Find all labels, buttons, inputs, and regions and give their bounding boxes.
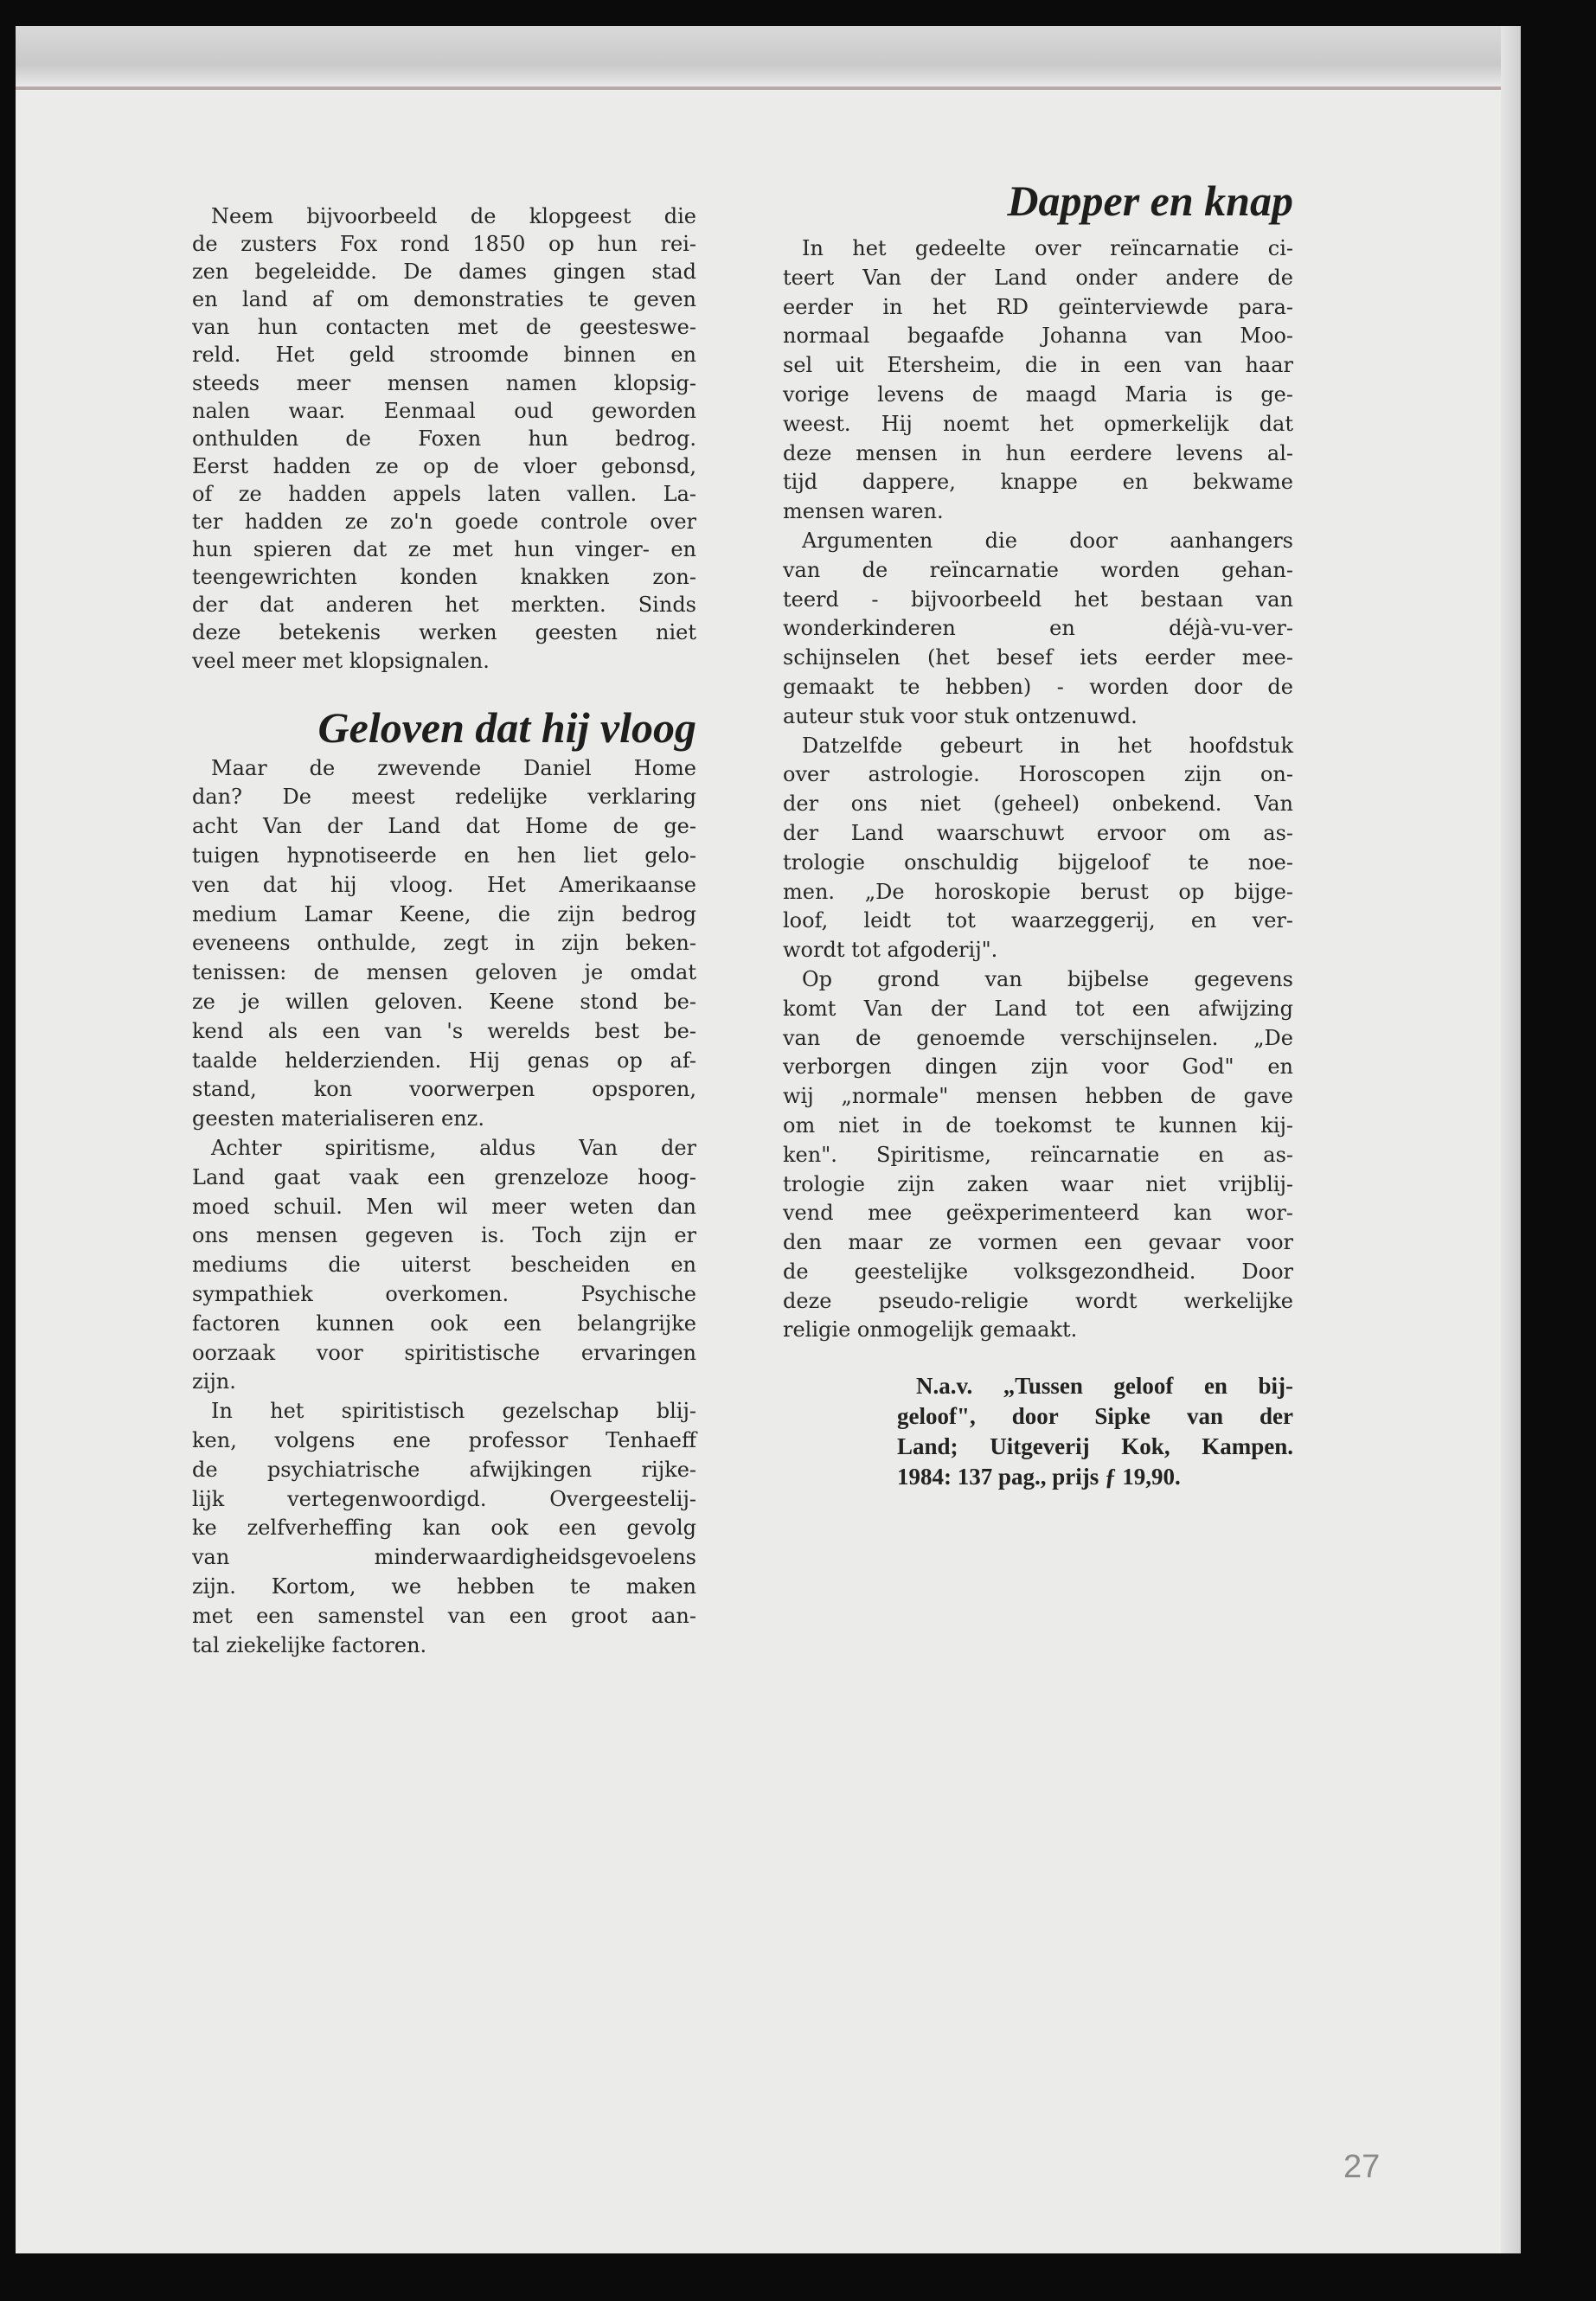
text-line: teerd - bijvoorbeeld het bestaan van (783, 586, 1293, 612)
text-line: 1984: 137 pag., prijs ƒ 19,90. (897, 1464, 1181, 1490)
text-line: deze mensen in hun eerdere levens al- (783, 440, 1293, 465)
text-line: tenissen: de mensen geloven je omdat (192, 960, 696, 985)
text-line: der Land waarschuwt ervoor om as- (783, 820, 1293, 845)
text-line: medium Lamar Keene, die zijn bedrog (192, 901, 696, 926)
text-line: eveneens onthulde, zegt in zijn beken- (192, 931, 696, 956)
text-line: van de genoemde verschijnselen. „De (783, 1025, 1293, 1050)
right-paragraphs (783, 234, 1293, 1345)
section-heading-geloven: Geloven dat hij vloog (317, 702, 696, 752)
text-line: der ons niet (geheel) onbekend. Van (783, 792, 1293, 817)
text-line: met een samenstel van een groot aan- (192, 1603, 696, 1628)
section-heading-dapper: Dapper en knap (1007, 176, 1293, 225)
text-line: stand, kon voorwerpen opsporen, (192, 1077, 696, 1102)
left-paragraph-1 (192, 202, 696, 675)
text-line: mensen waren. (783, 499, 944, 524)
text-line: tijd dappere, knappe en bekwame (783, 470, 1293, 495)
text-line: Neem bijvoorbeeld de klopgeest die (211, 204, 696, 228)
text-line: N.a.v. „Tussen geloof en bij- (916, 1373, 1293, 1399)
text-line: de geestelijke volksgezondheid. Door (783, 1259, 1293, 1284)
text-line: Eerst hadden ze op de vloer gebonsd, (192, 453, 696, 478)
text-line: hun spieren dat ze met hun vinger- en (192, 537, 696, 562)
paragraph (783, 234, 1293, 527)
text-line: tal ziekelijke factoren. (192, 1632, 427, 1657)
text-line: trologie onschuldig bijgeloof te noe- (783, 849, 1293, 875)
text-line: nalen waar. Eenmaal oud geworden (192, 398, 696, 423)
text-line: geloof", door Sipke van der (897, 1403, 1293, 1429)
text-line: religie onmogelijk gemaakt. (783, 1317, 1078, 1343)
text-line: en land af om demonstraties te geven (192, 287, 696, 312)
text-line: wordt tot afgoderij". (783, 938, 998, 963)
text-line: ken". Spiritisme, reïncarnatie en as- (783, 1142, 1293, 1167)
text-line: ken, volgens ene professor Tenhaeff (192, 1427, 696, 1452)
book-citation (897, 1371, 1293, 1492)
text-line: weest. Hij noemt het opmerkelijk dat (783, 411, 1293, 436)
text-line: reld. Het geld stroomde binnen en (192, 343, 696, 368)
text-line: steeds meer mensen namen klopsig- (192, 370, 696, 395)
paragraph (897, 1371, 1293, 1492)
text-line: of ze hadden appels laten vallen. La- (192, 481, 696, 506)
text-line: taalde helderzienden. Hij genas op af- (192, 1048, 696, 1073)
text-line: veel meer met klopsignalen. (192, 648, 490, 673)
text-line: de zusters Fox rond 1850 op hun rei- (192, 232, 696, 257)
text-line: deze pseudo-religie wordt werkelijke (783, 1288, 1293, 1313)
text-line: moed schuil. Men wil meer weten dan (192, 1194, 696, 1219)
text-line: deze betekenis werken geesten niet (192, 620, 696, 645)
page-top-rule (16, 87, 1521, 90)
text-line: Op grond van bijbelse gegevens (802, 966, 1293, 991)
text-line: lijk vertegenwoordigd. Overgeestelij- (192, 1486, 696, 1511)
text-line: ze je willen geloven. Keene stond be- (192, 989, 696, 1014)
text-line: auteur stuk voor stuk ontzenuwd. (783, 703, 1138, 728)
right-column (783, 174, 1293, 1345)
text-line: Datzelfde gebeurt in het hoofdstuk (802, 733, 1293, 758)
text-line: ke zelfverheffing kan ook een gevolg (192, 1516, 696, 1541)
text-line: vorige levens de maagd Maria is ge- (783, 381, 1293, 407)
text-line: trologie zijn zaken waar niet vrijblij- (783, 1171, 1293, 1196)
text-line: sympathiek overkomen. Psychische (192, 1281, 696, 1306)
paragraph (783, 965, 1293, 1345)
paragraph (192, 754, 696, 1134)
text-line: oorzaak voor spiritistische ervaringen (192, 1340, 696, 1365)
page-top-edge (16, 26, 1521, 91)
text-line: ons mensen gegeven is. Toch zijn er (192, 1223, 696, 1248)
text-line: In het gedeelte over reïncarnatie ci- (802, 236, 1293, 260)
text-line: In het spiritistisch gezelschap blij- (211, 1399, 696, 1424)
text-line: Argumenten die door aanhangers (802, 528, 1293, 553)
paragraph (783, 527, 1293, 732)
text-line: Land gaat vaak een grenzeloze hoog- (192, 1164, 696, 1189)
text-line: dan? De meest redelijke verklaring (192, 785, 696, 810)
left-paragraphs (192, 754, 696, 1661)
text-line: schijnselen (het besef iets eerder mee- (783, 645, 1293, 670)
text-line: over astrologie. Horoscopen zijn on- (783, 762, 1293, 787)
text-line: van de reïncarnatie worden gehan- (783, 557, 1293, 582)
text-line: verborgen dingen zijn voor God" en (783, 1054, 1293, 1080)
text-line: wij „normale" mensen hebben de gave (783, 1084, 1293, 1109)
text-line: Maar de zwevende Daniel Home (211, 755, 696, 780)
text-line: van minderwaardigheidsgevoelens (192, 1545, 696, 1570)
text-line: der dat anderen het merkten. Sinds (192, 593, 696, 618)
text-line: factoren kunnen ook een belangrijke (192, 1311, 696, 1336)
text-line: teert Van der Land onder andere de (783, 265, 1293, 290)
text-line: gemaakt te hebben) - worden door de (783, 674, 1293, 699)
left-column (192, 202, 696, 1660)
text-line: van hun contacten met de geesteswe- (192, 315, 696, 340)
paragraph (192, 1134, 696, 1397)
text-line: men. „De horoskopie berust op bijge- (783, 879, 1293, 904)
text-line: wonderkinderen en déjà-vu-ver- (783, 616, 1293, 641)
text-line: onthulden de Foxen hun bedrog. (192, 426, 696, 451)
text-line: vend mee geëxperimenteerd kan wor- (783, 1201, 1293, 1226)
text-line: normaal begaafde Johanna van Moo- (783, 324, 1293, 349)
text-line: eerder in het RD geïnterviewde para- (783, 294, 1293, 319)
text-line: zijn. (192, 1369, 236, 1394)
text-line: teengewrichten konden knakken zon- (192, 565, 696, 590)
text-line: om niet in de toekomst te kunnen kij- (783, 1112, 1293, 1138)
text-line: ven dat hij vloog. Het Amerikaanse (192, 872, 696, 897)
text-line: mediums die uiterst bescheiden en (192, 1253, 696, 1278)
paragraph (783, 732, 1293, 965)
paragraph (192, 202, 696, 675)
text-line: de psychiatrische afwijkingen rijke- (192, 1457, 696, 1482)
text-line: geesten materialiseren enz. (192, 1106, 484, 1131)
text-line: loof, leidt tot waarzeggerij, en ver- (783, 908, 1293, 933)
text-line: zen begeleidde. De dames gingen stad (192, 260, 696, 285)
text-line: kend als een van 's werelds best be- (192, 1018, 696, 1043)
text-line: zijn. Kortom, we hebben te maken (192, 1574, 696, 1599)
page-right-edge (1501, 26, 1521, 2253)
text-line: den maar ze vormen een gevaar voor (783, 1230, 1293, 1255)
text-line: acht Van der Land dat Home de ge- (192, 814, 696, 839)
text-line: Achter spiritisme, aldus Van der (211, 1135, 696, 1160)
text-line: ter hadden ze zo'n goede controle over (192, 510, 696, 535)
text-line: komt Van der Land tot een afwijzing (783, 996, 1293, 1021)
text-line: sel uit Etersheim, die in een van haar (783, 353, 1293, 378)
text-line: Land; Uitgeverij Kok, Kampen. (897, 1433, 1293, 1459)
page-number: 27 (1343, 2149, 1381, 2185)
text-line: tuigen hypnotiseerde en hen liet gelo- (192, 843, 696, 868)
paragraph (192, 1397, 696, 1660)
